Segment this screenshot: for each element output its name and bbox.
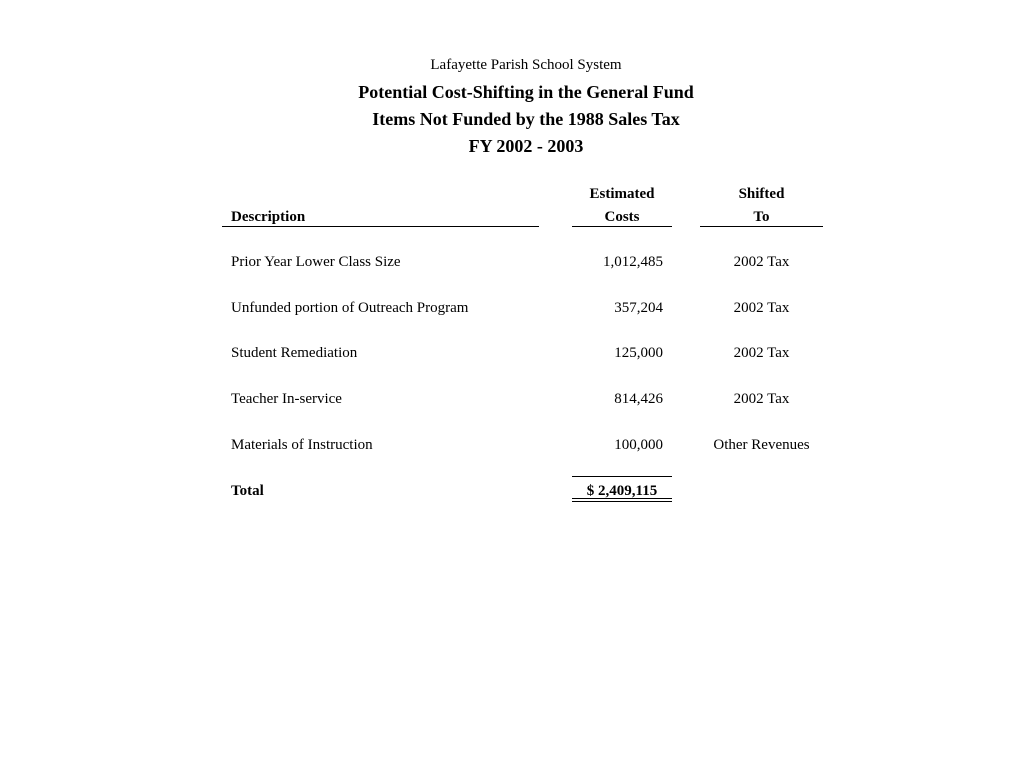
costs-header-underline	[572, 226, 672, 227]
costs-header-top: Estimated	[589, 186, 655, 202]
row-shifted-to: 2002 Tax	[733, 300, 790, 316]
row-shifted-to: Other Revenues	[713, 437, 810, 453]
row-description: Unfunded portion of Outreach Program	[231, 300, 469, 316]
organization-name: Lafayette Parish School System	[430, 57, 622, 73]
shifted-header-top: Shifted	[738, 186, 785, 202]
row-shifted-to: 2002 Tax	[733, 254, 790, 270]
row-description: Materials of Instruction	[231, 437, 373, 453]
total-currency: $	[586, 483, 595, 499]
row-cost: 357,204	[614, 300, 663, 316]
description-header: Description	[231, 209, 306, 225]
row-cost: 1,012,485	[603, 254, 663, 270]
total-value: 2,409,115	[598, 483, 658, 499]
shifted-header-bottom: To	[753, 209, 770, 225]
row-shifted-to: 2002 Tax	[733, 391, 790, 407]
costs-header-bottom: Costs	[604, 209, 640, 225]
row-cost: 814,426	[614, 391, 663, 407]
row-description: Prior Year Lower Class Size	[231, 254, 401, 270]
row-shifted-to: 2002 Tax	[733, 345, 790, 361]
total-double-rule-bottom	[572, 501, 672, 502]
description-header-underline	[222, 226, 539, 227]
report-title: Potential Cost-Shifting in the General Fund	[358, 82, 694, 102]
row-description: Teacher In-service	[231, 391, 342, 407]
subtotal-rule	[572, 476, 672, 477]
row-cost: 125,000	[614, 345, 663, 361]
total-label: Total	[231, 483, 264, 499]
total-double-rule-top	[572, 498, 672, 499]
shifted-header-underline	[700, 226, 823, 227]
report-subtitle: Items Not Funded by the 1988 Sales Tax	[372, 109, 680, 129]
fiscal-year: FY 2002 - 2003	[468, 136, 584, 156]
row-cost: 100,000	[614, 437, 663, 453]
row-description: Student Remediation	[231, 345, 358, 361]
